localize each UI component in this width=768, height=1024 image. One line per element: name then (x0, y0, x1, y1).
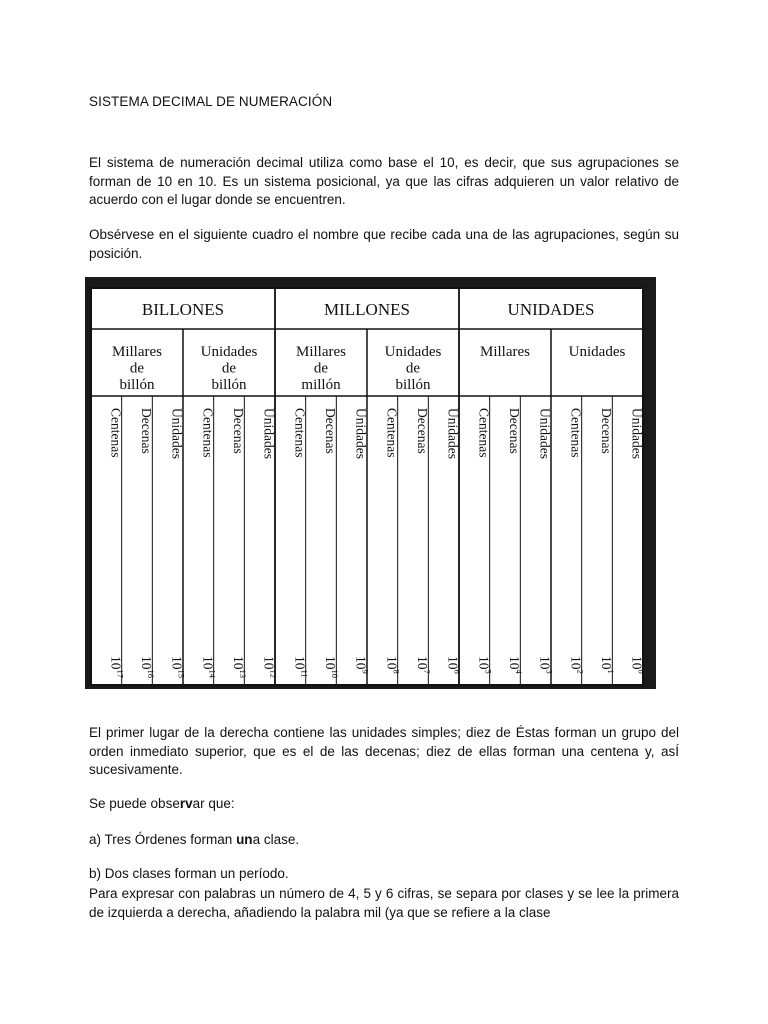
class-label: Millares (112, 344, 162, 360)
item-a-text-1: a) Tres Órdenes forman (89, 832, 237, 847)
numeration-table (91, 288, 647, 685)
power-text: $10^6$ (445, 656, 463, 674)
power-text: $10^1$ (599, 656, 616, 674)
power-text: $10^9$ (353, 656, 371, 674)
power-text: $10^5$ (476, 656, 494, 674)
class-label: Unidades (568, 344, 626, 360)
power-text: $10^7$ (415, 656, 432, 674)
order-label: Centenas (200, 408, 216, 458)
order-label: Unidades (445, 408, 461, 459)
class-label: Unidades (384, 344, 442, 360)
item-a-text-2: a clase. (252, 832, 300, 847)
power-text: $10^{16}$ (139, 656, 156, 678)
power-text: $10^{14}$ (200, 656, 218, 678)
power-text: $10^{17}$ (108, 656, 126, 678)
order-label: Unidades (537, 408, 553, 459)
observe-line (89, 796, 235, 811)
class-label: billón (211, 377, 247, 393)
observe-text-1: Se puede obse (89, 796, 180, 811)
power-text: $10^{12}$ (261, 656, 279, 678)
numeration-table-figure (91, 288, 647, 685)
item-a-text-bold: un (236, 832, 253, 847)
order-label: Unidades (353, 408, 369, 459)
order-label: Centenas (292, 408, 308, 458)
order-label: Centenas (568, 408, 584, 458)
order-label: Unidades (169, 408, 185, 459)
explanation-paragraph: El primer lugar de la derecha contiene las unidades simples; diez de Éstas forman un grupo del orden inmediato superior, que es el de las decenas; diez de ellas forman una centena y, asÍ sucesivamente. (89, 725, 679, 777)
order-label: Decenas (231, 408, 246, 454)
period-label: UNIDADES (507, 300, 595, 319)
period-label: MILLONES (324, 300, 410, 319)
class-label: billón (119, 377, 155, 393)
class-label: Millares (480, 344, 530, 360)
class-label: de (129, 360, 145, 377)
power-text: $10^2$ (568, 656, 586, 674)
class-label: de (221, 360, 237, 377)
class-label: Millares (296, 344, 346, 360)
observe-paragraph: Obsérvese en el siguiente cuadro el nombre que recibe cada una de las agrupaciones, según su posición. (89, 227, 679, 261)
observe-text-2: ar que: (192, 796, 235, 811)
list-item-a (89, 832, 299, 847)
class-label: millón (301, 377, 341, 393)
power-text: $10^4$ (507, 656, 524, 674)
reading-paragraph: Para expresar con palabras un número de 4, 5 y 6 cifras, se separa por clases y se lee la primera de izquierda a derecha, añadiendo la palabra mil (ya que se refiere a la clase (89, 886, 679, 920)
power-text: $10^{13}$ (231, 656, 248, 678)
power-text: $10^{11}$ (292, 656, 310, 678)
page-title: SISTEMA DECIMAL DE NUMERACIÓN (89, 94, 333, 109)
class-label: de (313, 360, 329, 377)
class-label: de (405, 360, 421, 377)
order-label: Centenas (384, 408, 400, 458)
order-label: Decenas (139, 408, 154, 454)
order-label: Unidades (261, 408, 277, 459)
order-label: Unidades (629, 408, 645, 459)
observe-text-bold: rv (179, 796, 193, 811)
power-text: $10^{10}$ (323, 656, 340, 678)
power-text: $10^{15}$ (169, 656, 187, 678)
order-label: Decenas (323, 408, 338, 454)
power-text: $10^3$ (537, 656, 555, 674)
order-label: Decenas (507, 408, 522, 454)
list-item-b: b) Dos clases forman un período. (89, 866, 289, 881)
intro-paragraph: El sistema de numeración decimal utiliza como base el 10, es decir, que sus agrupaciones se forman de 10 en 10. Es un sistema posicional, ya que las cifras adquieren un valor relativo de acuerdo con el lugar donde se encuentren. (89, 155, 679, 207)
power-text: $10^0$ (629, 656, 647, 674)
order-label: Decenas (415, 408, 430, 454)
order-label: Decenas (599, 408, 614, 454)
class-label: billón (395, 377, 431, 393)
order-label: Centenas (476, 408, 492, 458)
period-label: BILLONES (141, 300, 225, 319)
class-label: Unidades (200, 344, 258, 360)
power-text: $10^8$ (384, 656, 402, 674)
order-label: Centenas (108, 408, 124, 458)
